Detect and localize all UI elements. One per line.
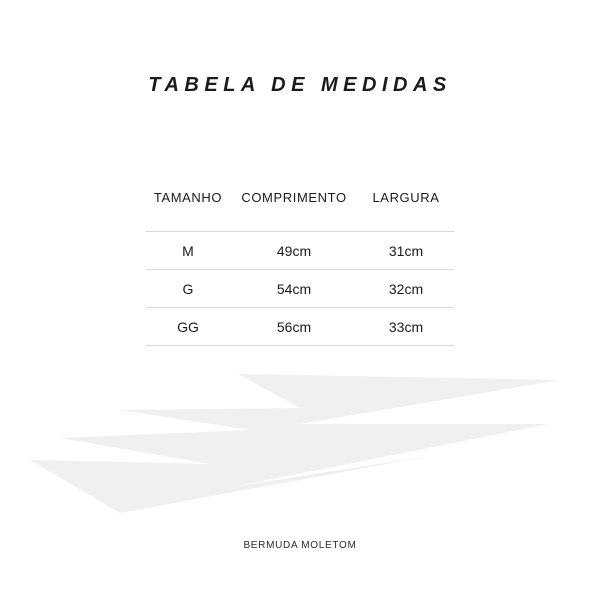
size-table [146,190,454,346]
cell-length: 54cm [230,270,358,308]
size-table-head [146,190,454,232]
product-name-label: BERMUDA MOLETOM [243,540,357,551]
page-title: TABELA DE MEDIDAS [148,74,452,96]
cell-size: M [146,232,230,270]
cell-width: 32cm [358,270,454,308]
cell-width: 33cm [358,308,454,346]
table-row [146,232,454,270]
cell-size: GG [146,308,230,346]
size-table-body [146,232,454,346]
column-header-width: LARGURA [372,190,440,205]
table-row [146,270,454,308]
table-row [146,308,454,346]
cell-length: 49cm [230,232,358,270]
table-header-row [146,190,454,232]
cell-width: 31cm [358,232,454,270]
lightning-bolt-watermark-icon [0,368,600,513]
size-table-container [146,190,454,346]
cell-size: G [146,270,230,308]
cell-length: 56cm [230,308,358,346]
column-header-size: TAMANHO [153,190,223,205]
column-header-length: COMPRIMENTO [241,190,347,205]
